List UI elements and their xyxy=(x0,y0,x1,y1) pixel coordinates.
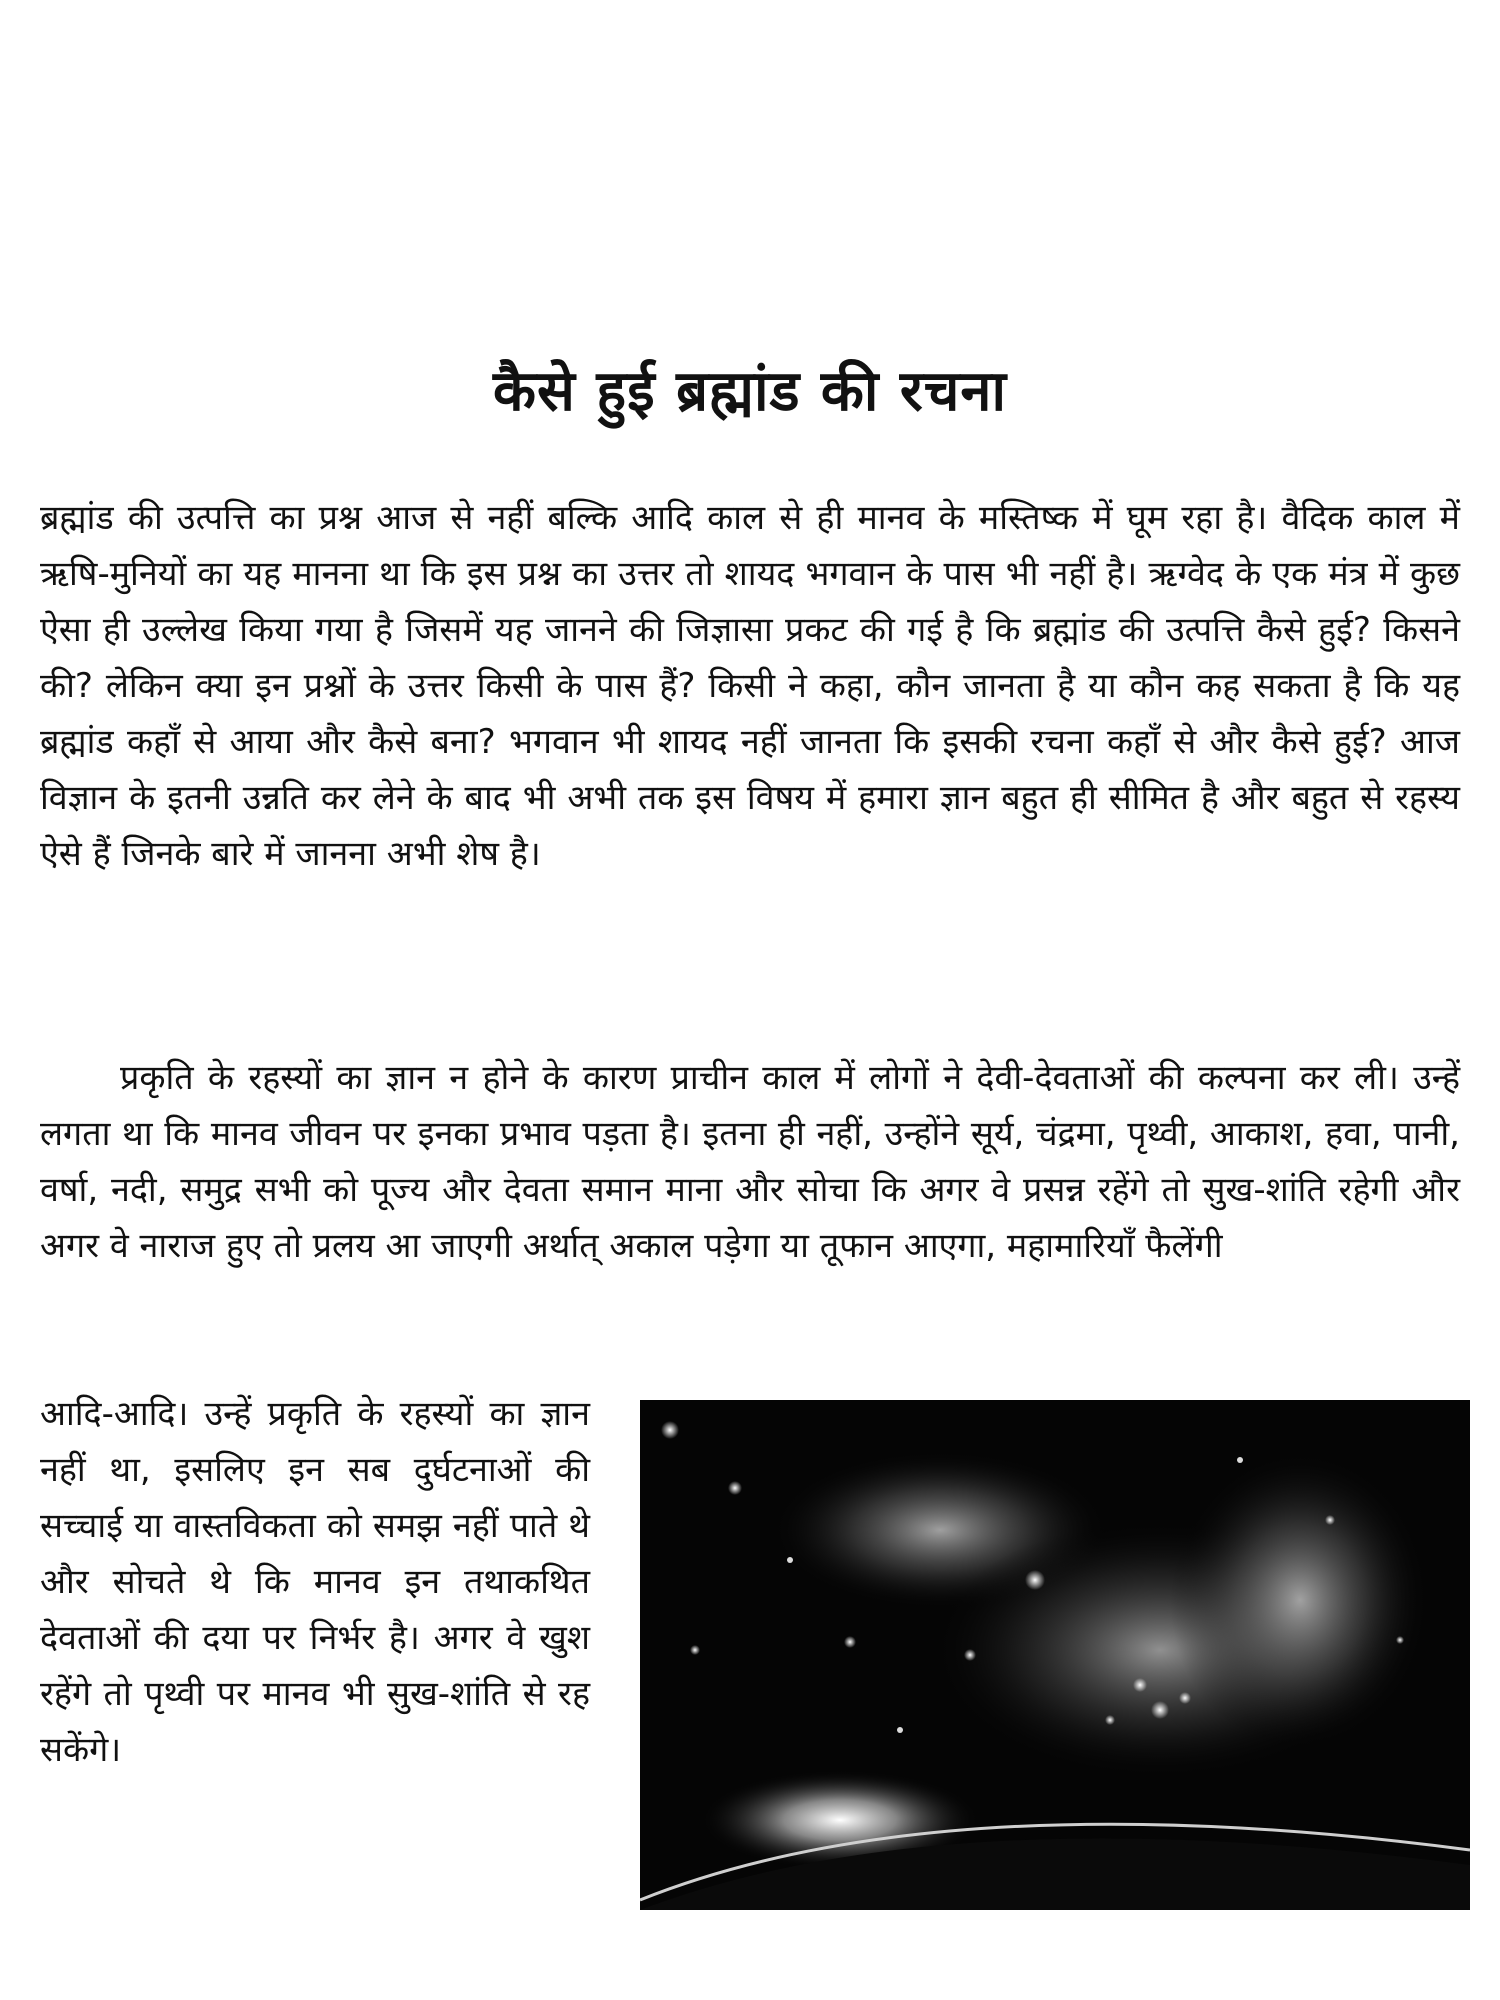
star xyxy=(1025,1570,1045,1590)
star xyxy=(1325,1515,1335,1525)
nebula-cloud xyxy=(1170,1450,1430,1750)
paragraph-1: ब्रह्मांड की उत्पत्ति का प्रश्न आज से नहीं बल्कि आदि काल से ही मानव के मस्तिष्क में घूम रहा है। वैदिक काल में ऋषि-मुनियों का यह मानना था कि इस प्रश्न का उत्तर तो शायद भगवान के पास भी नहीं है। ऋग्वेद के एक मंत्र में कुछ ऐसा ही उल्लेख किया गया है जिसमें यह जानने की जिज्ञासा प्रकट की गई है कि ब्रह्मांड की उत्पत्ति कैसे हुई? किसने की? लेकिन क्या इन प्रश्नों के उत्तर किसी के पास हैं? किसी ने कहा, कौन जानता है या कौन कह सकता है कि यह ब्रह्मांड कहाँ से आया और कैसे बना? भगवान भी शायद नहीं जानता कि इसकी रचना कहाँ से और कैसे हुई? आज विज्ञान के इतनी उन्नति कर लेने के बाद भी अभी तक इस विषय में हमारा ज्ञान बहुत ही सीमित है और बहुत से रहस्य ऐसे हैं जिनके बारे में जानना अभी शेष है। xyxy=(40,498,1460,874)
star xyxy=(1179,1692,1191,1704)
star xyxy=(1237,1457,1243,1463)
paragraph-3: आदि-आदि। उन्हें प्रकृति के रहस्यों का ज्ञान नहीं था, इसलिए इन सब दुर्घटनाओं की सच्चाई या वास्तविकता को समझ नहीं पाते थे और सोचते थे कि मानव इन तथाकथित देवताओं की दया पर निर्भर है। अगर वे खुश रहेंगे तो पृथ्वी पर मानव भी सुख-शांति से रह सकेंगे। xyxy=(40,1394,590,1770)
paragraph-2: प्रकृति के रहस्यों का ज्ञान न होने के कारण प्राचीन काल में लोगों ने देवी-देवताओं की कल्पना कर ली। उन्हें लगता था कि मानव जीवन पर इनका प्रभाव पड़ता है। इतना ही नहीं, उन्होंने सूर्य, चंद्रमा, पृथ्वी, आकाश, हवा, पानी, वर्षा, नदी, समुद्र सभी को पूज्य और देवता समान माना और सोचा कि अगर वे प्रसन्न रहेंगे तो सुख-शांति रहेगी और अगर वे नाराज हुए तो प्रलय आ जाएगी अर्थात् अकाल पड़ेगा या तूफान आएगा, महामारियाँ फैलेंगी xyxy=(40,1058,1460,1266)
star xyxy=(787,1557,793,1563)
star xyxy=(1133,1678,1147,1692)
star xyxy=(1151,1701,1169,1719)
star xyxy=(690,1645,700,1655)
star xyxy=(1105,1715,1115,1725)
page-title: कैसे हुई ब्रह्मांड की रचना xyxy=(493,358,1007,424)
space-nebula-image xyxy=(640,1400,1470,1910)
star xyxy=(1396,1636,1404,1644)
star xyxy=(897,1727,903,1733)
star xyxy=(728,1481,742,1495)
star xyxy=(844,1636,856,1648)
star xyxy=(964,1649,976,1661)
star xyxy=(661,1421,679,1439)
